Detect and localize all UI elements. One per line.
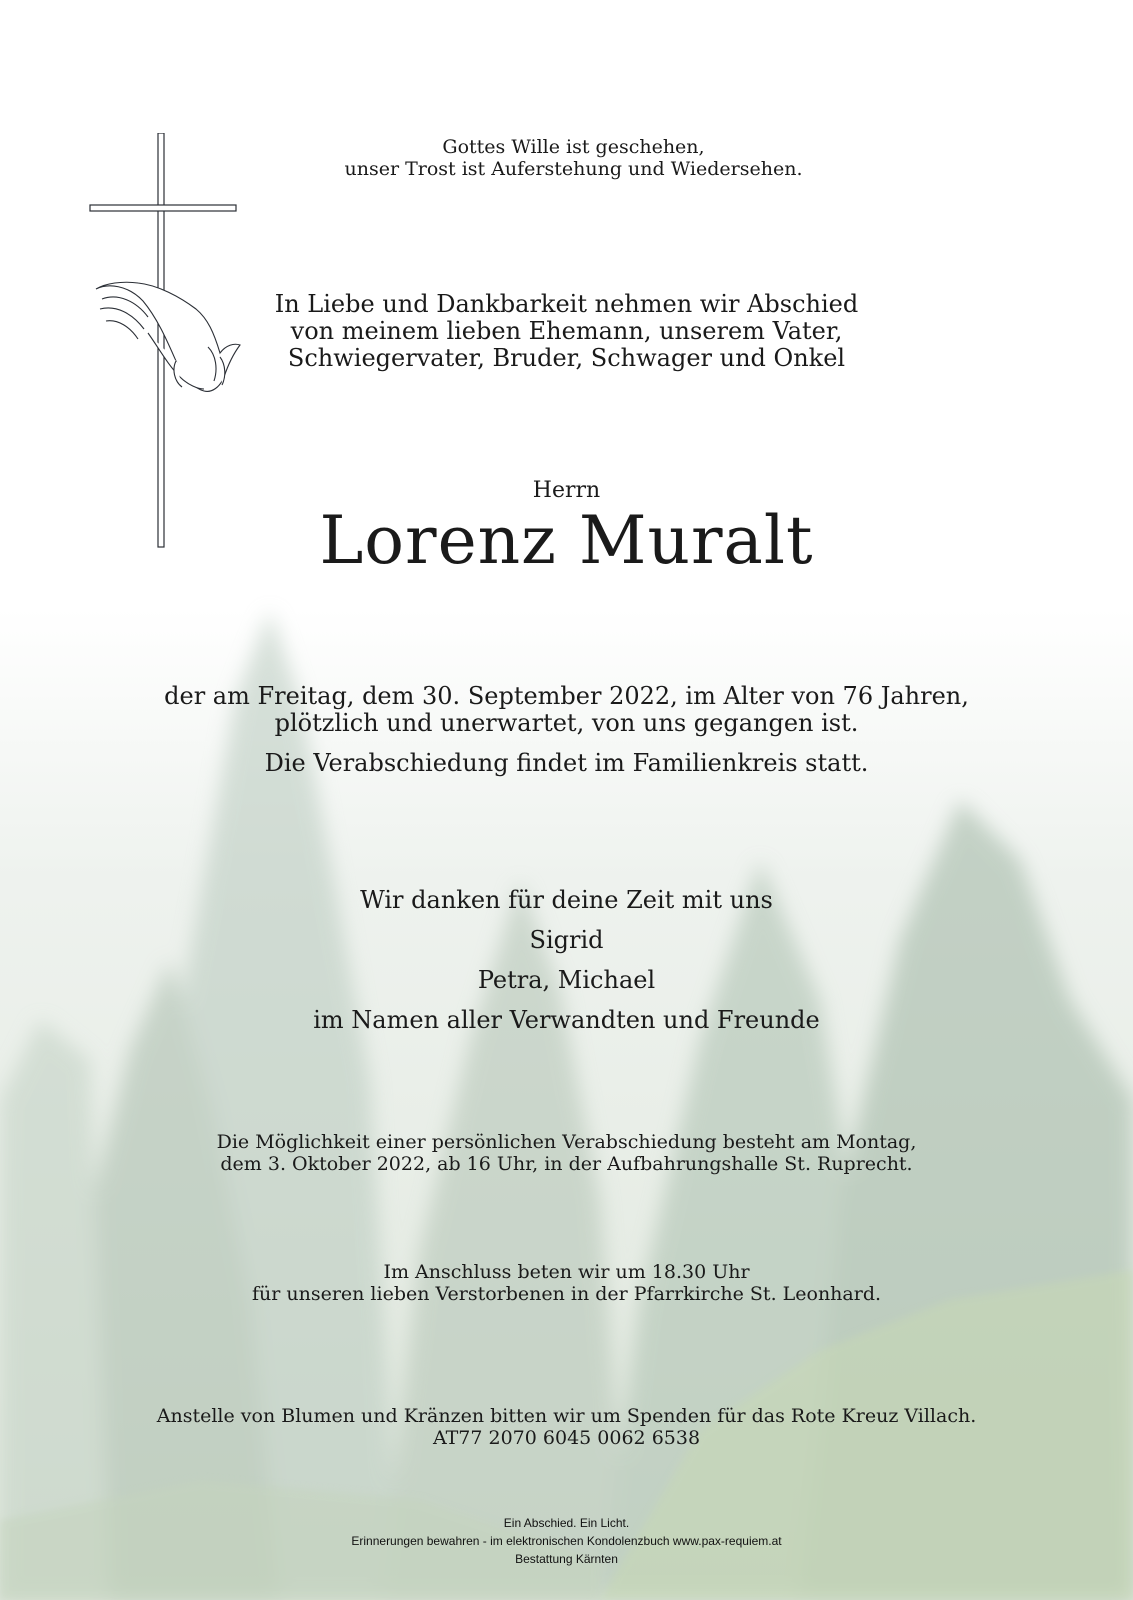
intro-line-3: Schwiegervater, Bruder, Schwager und Onkel xyxy=(287,344,846,372)
viewing-line-1: Die Möglichkeit einer persönlichen Verabschiedung besteht am Montag, xyxy=(216,1131,917,1153)
cross-icon xyxy=(88,133,248,563)
deceased-name: Lorenz Muralt xyxy=(319,502,814,579)
footer-slogan: Ein Abschied. Ein Licht. xyxy=(503,1516,630,1530)
relatives-line: im Namen aller Verwandten und Freunde xyxy=(313,1006,820,1034)
passing-line-2: plötzlich und unerwartet, von uns gegangen ist. xyxy=(274,709,859,737)
donation-line: Anstelle von Blumen und Kränzen bitten wir um Spenden für das Rote Kreuz Villach. xyxy=(156,1405,977,1427)
prayer-line-2: für unseren lieben Verstorbenen in der Pfarrkirche St. Leonhard. xyxy=(251,1283,882,1305)
thanks-line: Wir danken für deine Zeit mit uns xyxy=(360,886,773,914)
mourners-block xyxy=(0,880,1133,1040)
footer xyxy=(0,1514,1133,1568)
intro-line-2: von meinem lieben Ehemann, unserem Vater, xyxy=(290,317,843,345)
viewing-info xyxy=(0,1131,1133,1175)
intro-line-1: In Liebe und Dankbarkeit nehmen wir Abschied xyxy=(274,290,859,318)
prayer-line-1: Im Anschluss beten wir um 18.30 Uhr xyxy=(383,1261,750,1283)
prayer-info xyxy=(0,1261,1133,1305)
passing-line-1: der am Freitag, dem 30. September 2022, im Alter von 76 Jahren, xyxy=(164,682,969,710)
farewell-note: Die Verabschiedung findet im Familienkreis statt. xyxy=(264,749,869,777)
passing-details xyxy=(0,683,1133,737)
motto-line-1: Gottes Wille ist geschehen, xyxy=(442,136,705,158)
viewing-line-2: dem 3. Oktober 2022, ab 16 Uhr, in der Aufbahrungshalle St. Ruprecht. xyxy=(220,1153,913,1175)
salutation: Herrn xyxy=(532,478,601,503)
spouse-name: Sigrid xyxy=(529,926,604,954)
iban: AT77 2070 6045 0062 6538 xyxy=(432,1427,701,1449)
footer-condolence-link[interactable]: Erinnerungen bewahren - im elektronischen Kondolenzbuch www.pax-requiem.at xyxy=(351,1534,782,1548)
praying-hands-icon xyxy=(96,282,240,391)
children-names: Petra, Michael xyxy=(477,966,656,994)
footer-company: Bestattung Kärnten xyxy=(515,1552,618,1566)
donation-info xyxy=(0,1405,1133,1449)
motto-line-2: unser Trost ist Auferstehung und Wiedersehen. xyxy=(344,158,803,180)
